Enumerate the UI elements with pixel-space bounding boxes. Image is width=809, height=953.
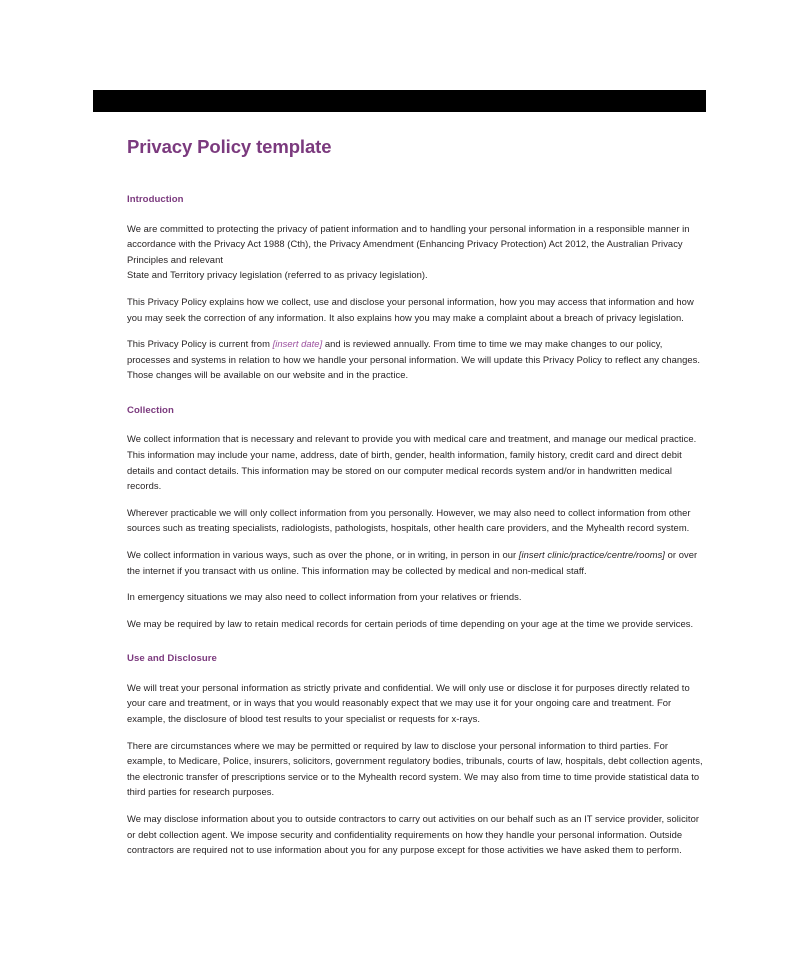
paragraph: Wherever practicable we will only collect information from you personally. However, we may also need to collect information from other sources such as treating specialists, radiologists, pathologists, hospitals, other health care providers, and the Myhealth record system.	[127, 506, 691, 534]
placeholder-insert-date: [insert date]	[272, 338, 323, 350]
paragraph	[127, 336, 704, 383]
page-title: Privacy Policy template	[127, 136, 332, 157]
section-use-and-disclosure	[127, 653, 704, 857]
header-black-banner	[93, 90, 706, 112]
section-collection	[127, 405, 704, 631]
paragraph-text: We collect information in various ways, such as over the phone, or in writing, in person in our	[127, 549, 519, 561]
paragraph: This Privacy Policy explains how we collect, use and disclose your personal information, how you may access that information and how you may seek the correction of any information. It also explains how you may make a complaint about a breach of privacy legislation.	[127, 296, 694, 323]
section-heading-introduction: Introduction	[127, 194, 184, 206]
paragraph: We may be required by law to retain medical records for certain periods of time depending on your age at the time we provide services.	[127, 617, 694, 629]
paragraph: In emergency situations we may also need to collect information from your relatives or friends.	[127, 591, 522, 603]
paragraph-text: This Privacy Policy is current from	[127, 338, 273, 350]
paragraph-text: or over the internet if you transact with us online. This information may be collected by medical and non-medical staff.	[127, 549, 698, 576]
paragraph: There are circumstances where we may be permitted or required by law to disclose your personal information to third parties. For example, to Medicare, Police, insurers, solicitors, government regulatory bodies, tribunals, courts of law, hospitals, debt collection agents, the electronic transfer of prescriptions service or to the Myhealth record system. We may also from time to time provide statistical data to third parties for research purposes.	[127, 739, 703, 798]
paragraph: We will treat your personal information as strictly private and confidential. We will only use or disclose it for purposes directly related to your care and treatment, or in ways that you would reasonably expect that we may use it for your ongoing care and treatment. For example, the disclosure of blood test results to your specialist or requests for x-rays.	[127, 681, 690, 725]
paragraph	[127, 221, 704, 283]
placeholder-insert-clinic: [insert clinic/practice/centre/rooms]	[518, 549, 665, 561]
paragraph-text: State and Territory privacy legislation (referred to as privacy legislation).	[127, 269, 428, 281]
paragraph: We may disclose information about you to outside contractors to carry out activities on our behalf such as an IT service provider, solicitor or debt collection agent. We impose security and confidentiality requirements on how they handle your personal information. Outside contractors are required not to use information about you for any purpose except for those activities we have asked them to perform.	[127, 813, 700, 856]
section-heading-use-and-disclosure: Use and Disclosure	[127, 653, 217, 665]
paragraph-text: We are committed to protecting the privacy of patient information and to handling your personal information in a responsible manner in accordance with the Privacy Act 1988 (Cth), the Privacy Amendment (Enhancing Privacy Protection) Act 2012, the Australian Privacy Principles and relevant	[127, 222, 690, 265]
paragraph	[127, 547, 704, 578]
document-content	[127, 136, 704, 858]
section-heading-collection: Collection	[127, 405, 174, 416]
paragraph-text: and is reviewed annually. From time to time we may make changes to our policy, processes and systems in relation to how we handle your personal information. We will update this Privacy Policy to reflect any changes. Those changes will be available on our website and in the practice.	[127, 338, 701, 381]
paragraph: We collect information that is necessary and relevant to provide you with medical care and treatment, and manage our medical practice. This information may include your name, address, date of birth, gender, health information, family history, credit card and direct debit details and contact details. This information may be stored on our computer medical records system and/or in handwritten medical records.	[127, 433, 697, 492]
section-introduction	[127, 194, 704, 383]
